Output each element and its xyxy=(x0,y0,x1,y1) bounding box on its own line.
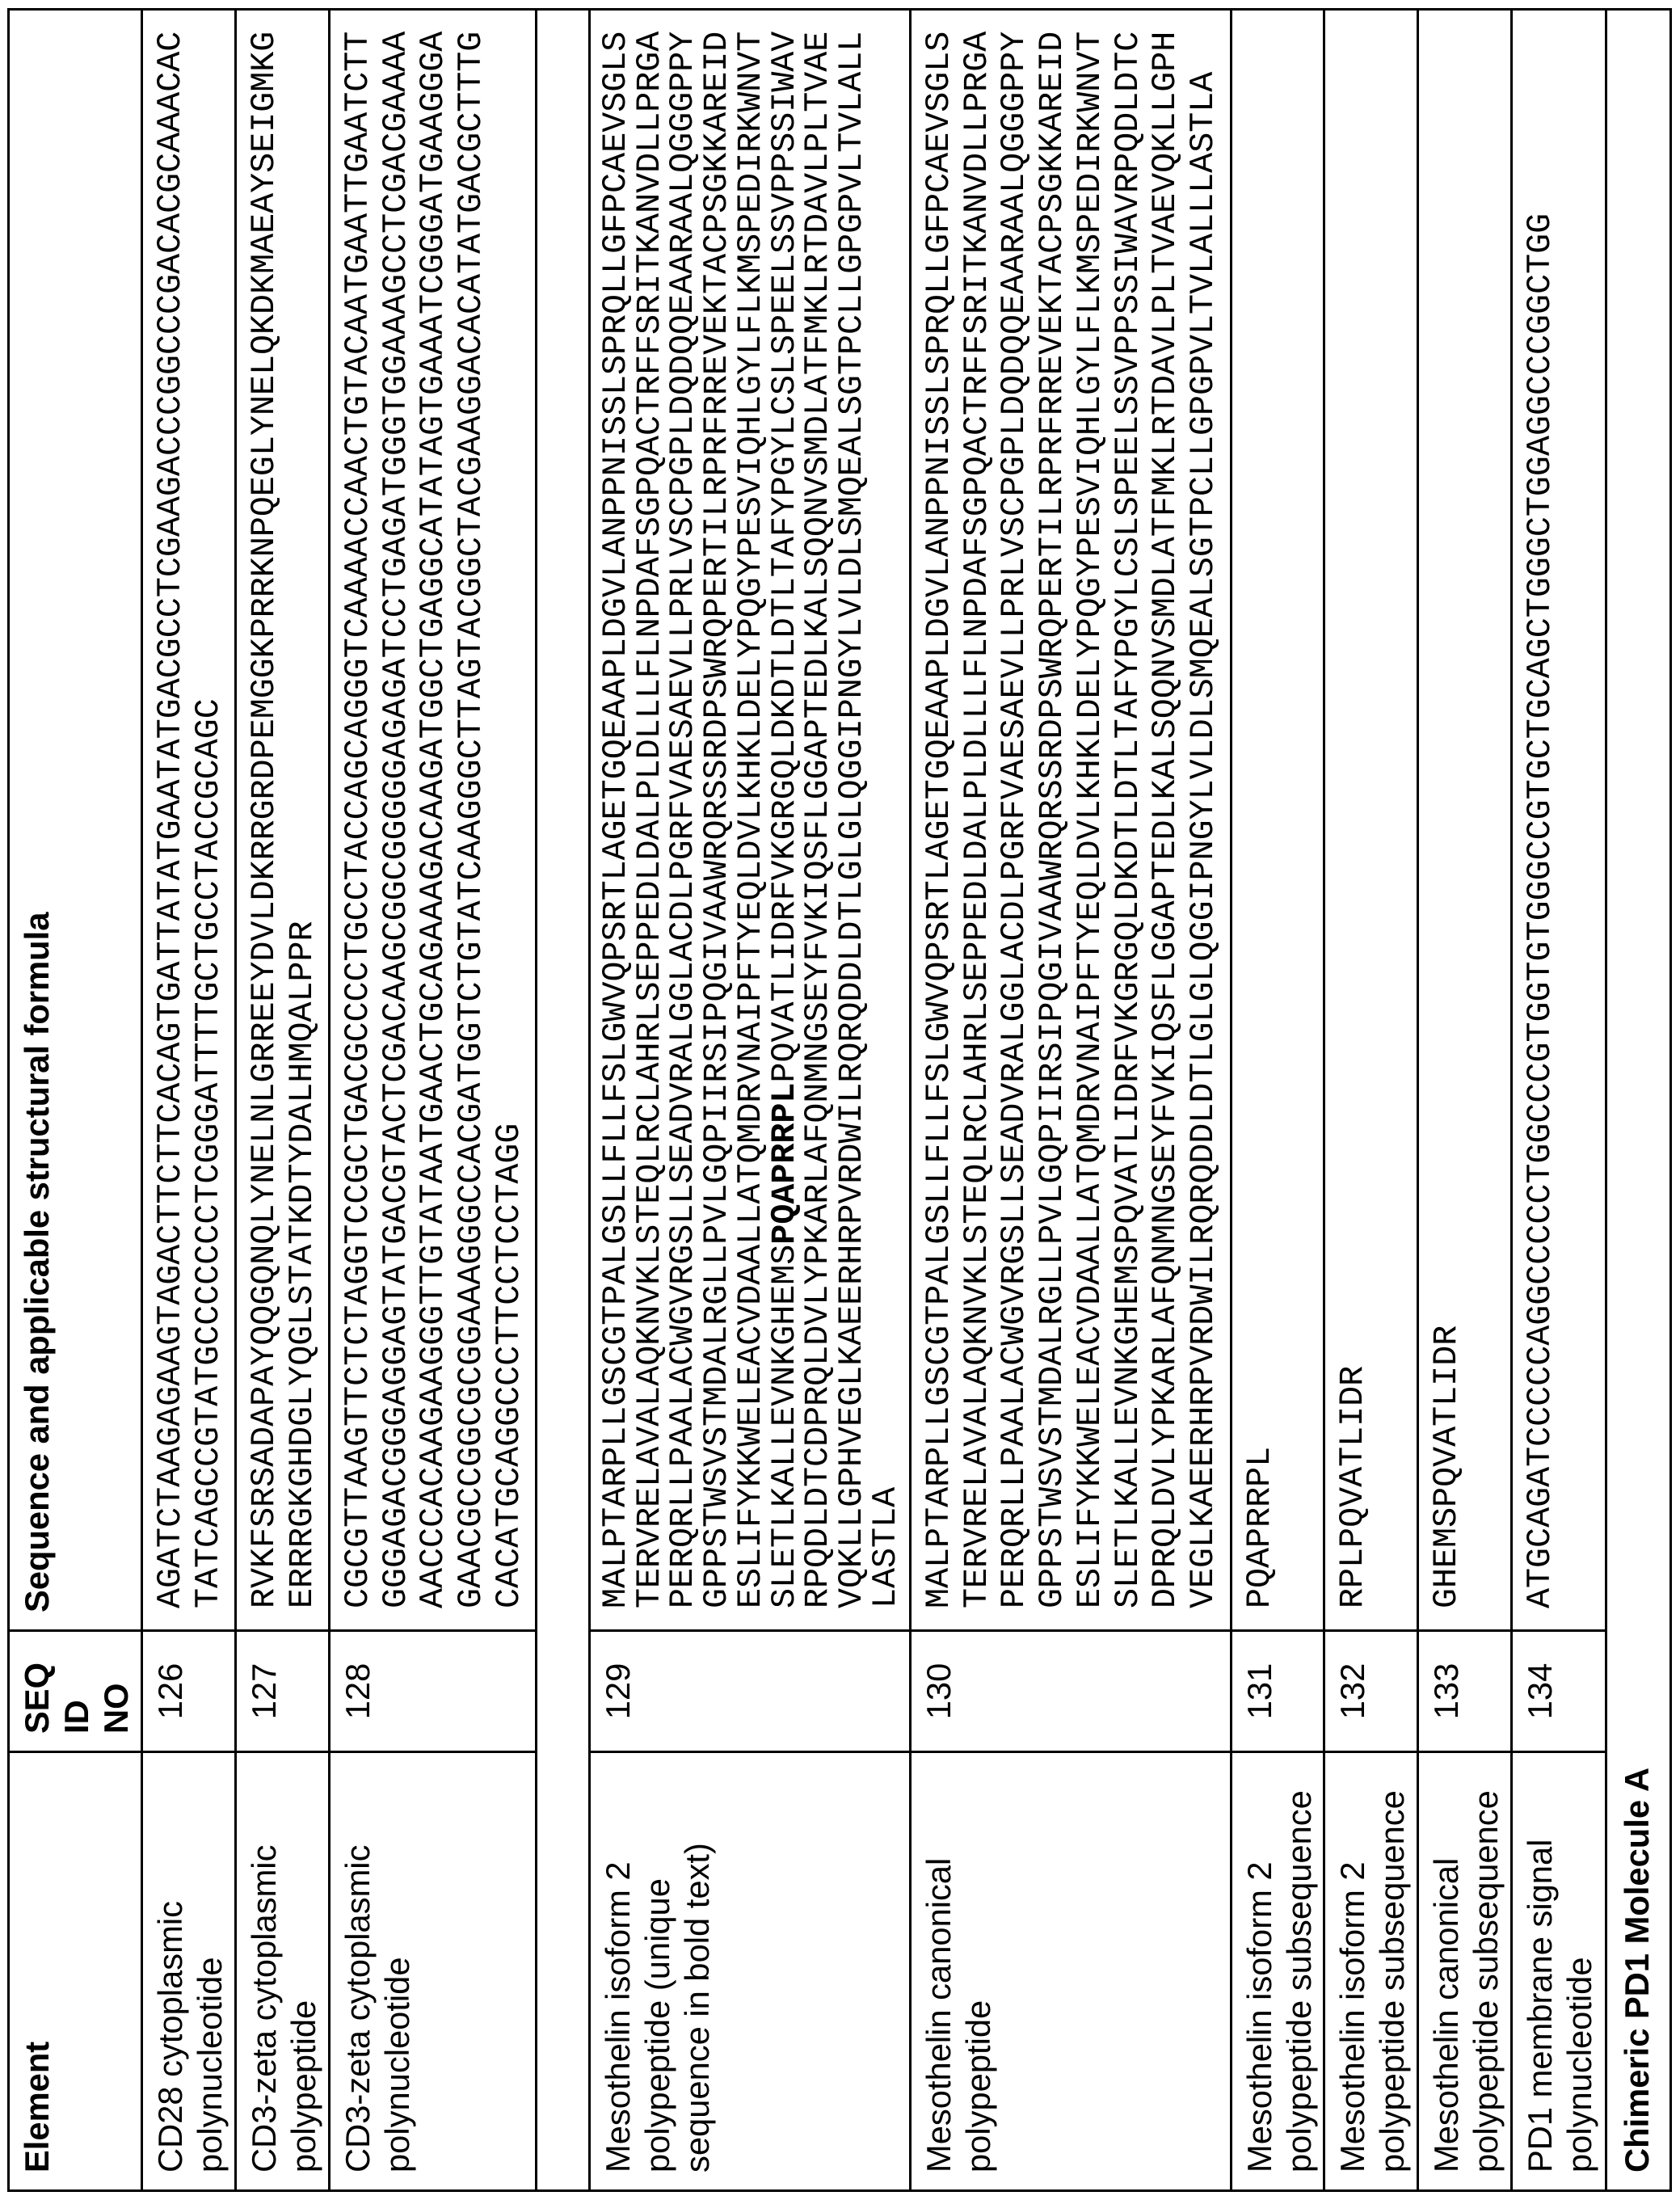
element-cell: CD28 cytoplasmic polynucleotide xyxy=(143,1753,234,2189)
sequence-cell: RPLPQVATLIDR xyxy=(1325,11,1417,1629)
sequence-segment-bold-unique: PQAPRRPL xyxy=(764,1082,804,1245)
sequence-cell: GHEMSPQVATLIDR xyxy=(1419,11,1510,1629)
seq-id-cell: 134 xyxy=(1513,1632,1605,1751)
seq-id-cell: 130 xyxy=(912,1632,1230,1751)
element-cell: Mesothelin canonical polypeptide xyxy=(912,1753,1230,2189)
seq-id-cell: 131 xyxy=(1232,1632,1323,1751)
seq-id-cell: 128 xyxy=(331,1632,535,1751)
column-header-seq-id-no: SEQ ID NO xyxy=(10,1632,141,1751)
seq-id-cell: 127 xyxy=(237,1632,328,1751)
seq-id-cell: 126 xyxy=(143,1632,234,1751)
seq-id-cell: 132 xyxy=(1325,1632,1417,1751)
sequence-segment: PQVATLIDRFVKGRGQLDKDTLDTLTAFYPGYLCSLSPEELSSVPPSSIWAV RPQDLDTCDPRQLDVLYPKARLAFQNMNGSEYFVKIQSFLGGAPTEDLKALSQQNVSMDLATFMKLRTDAVLPLTVAE VQKLLGPHVEGLKAEERHRPVRDWILRQRQDDLDTLGLGLQGGIPNGYLVLDLSMQEALSGTPCLLGPGPVLTVLALL LASTLA xyxy=(764,31,905,1608)
column-header-element: Element xyxy=(10,1753,141,2189)
element-cell: CD3-zeta cytoplasmic polypeptide xyxy=(237,1753,328,2189)
seq-id-cell: 129 xyxy=(591,1632,909,1751)
column-header-sequence: Sequence and applicable structural formula xyxy=(10,11,141,1629)
sequence-cell xyxy=(591,11,909,1629)
sequence-cell: MALPTARPLLGSCGTPALGSLLFLLFSLGWVQPSRTLAGETGQEAAPLDGVLANPPNISSLSPRQLLGFPCAEVSGLS TERVRELAVALAQKNVKLSTEQLRCLAHRLSEPPEDLDALPLDLLLFLNPDAFSGPQACTRFFSRITKANVDLLPRGA PERQRLLPAALACWGVRGSLLSEADVRALGGLACDLPGRFVAESAEVLLPRLVSCPGPLDQDQQEAARAALQGGGPPY GPPSTWSVSTMDALRGLLPVLGQPIIRSIPQGIVAAWRQRSSRDPSWRQPERTILRPRFRREVEKTACPSGKKAREID ESLIFYKKWELEACVDAALLATQMDRVNAIPFTYEQLDVLKHKLDELYPQGYPESVIQHLGYLFLKMSPEDIRKWNVT SLETLKALLEVNKGHEMSPQVATLIDRFVKGRGQLDKDTLDTLTAFYPGYLCSLSPEELSSVPPSSIWAVRPQDLDTC DPRQLDVLYPKARLAFQNMNGSEYFVKIQSFLGGAPTEDLKALSQQNVSMDLATFMKLRTDAVLPLTVAEVQKLLGPH VEGLKAEERHRPVRDWILRQRQDDLDTLGLGLQGGIPNGYLVLDLSMQEALSGTPCLLGPGPVLTVLALLLASTLA xyxy=(912,11,1230,1629)
sequence-cell: ATGCAGATCCCCCAGGCCCCCTGGCCCGTGGTGTGGGCCGTGCTGCAGCTGGGCTGGAGGCCCGGCTGG xyxy=(1513,11,1605,1629)
element-cell: Mesothelin canonical polypeptide subsequence xyxy=(1419,1753,1510,2189)
section-spacer-row xyxy=(537,11,588,2189)
element-cell: Mesothelin isoform 2 polypeptide subsequence xyxy=(1232,1753,1323,2189)
section-heading: Chimeric PD1 Molecule A xyxy=(1607,11,1669,2189)
sequence-cell: RVKFSRSADAPAYQQGQNQLYNELNLGRREEYDVLDKRRGRDPEMGGKPRRKNPQEGLYNELQKDKMAEAYSEIGMKG ERRRGKGHDGLYQGLSTATKDTYDALHMQALPPR xyxy=(237,11,328,1629)
sequence-cell: AGATCTAAGAGAAGTAGACTTCTTCACAGTGATTATATGAATATGACGCCTCGAAGACCCGGCCCGACACGCAAACAC TATCAGCCGTATGCCCCCCCTCGGGATTTTGCTGCCTACCGCAGC xyxy=(143,11,234,1629)
sequence-table xyxy=(7,8,1672,2192)
element-cell: CD3-zeta cytoplasmic polynucleotide xyxy=(331,1753,535,2189)
element-cell: Mesothelin isoform 2 polypeptide subsequence xyxy=(1325,1753,1417,2189)
sequence-cell: PQAPRRPL xyxy=(1232,11,1323,1629)
sequence-cell: CGCGTTAAGTTCTCTAGGTCCGCTGACGCCCCTGCCTACCAGCAGGGTCAAAACCAACTGTACAATGAATTGAATCTT GGGAGACGGGAGGAGTATGACGTACTCGACAAGCGGCGGGGGAGAGATCCTGAGATGGGTGGAAAGCCTCGACGAAAA AACCCACAAGAAGGGTTGTATAATGAACTGCAGAAAGACAAGATGGCTGAGGCATATAGTGAAATCGGGATGAAGGGA GAACGCCGGCGCGGAAAGGGCCACGATGGTCTGTATCAAGGGCTTAGTACGGCTACGAAGGACACATATGACGCTTTG CACATGCAGGCCCTTCCTCCTAGG xyxy=(331,11,535,1629)
element-cell: PD1 membrane signal polynucleotide xyxy=(1513,1753,1605,2189)
element-cell: Mesothelin isoform 2 polypeptide (unique sequence in bold text) xyxy=(591,1753,909,2189)
sequence-segment: MALPTARPLLGSCGTPALGSLLFLLFSLGWVQPSRTLAGETGQEAAPLDGVLANPPNISSLSPRQLLGFPCAEVSGLS TERVRELAVALAQKNVKLSTEQLRCLAHRLSEPPEDLDALPLDLLLFLNPDAFSGPQACTRFFSRITKANVDLLPRGA PERQRLLPAALACWGVRGSLLSEADVRALGGLACDLPGRFVAESAEVLLPRLVSCPGPLDQDQQEAARAALQGGGPPY GPPSTWSVSTMDALRGLLPVLGQPIIRSIPQGIVAAWRQRSSRDPSWRQPERTILRPRFRREVEKTACPSGKKAREID ESLIFYKKWELEACVDAALLATQMDRVNAIPFTYEQLDVLKHKLDELYPQGYPESVIQHLGYLFLKMSPEDIRKWNVT SLETLKALLEVNKGHEMS xyxy=(596,31,804,1608)
seq-id-cell: 133 xyxy=(1419,1632,1510,1751)
